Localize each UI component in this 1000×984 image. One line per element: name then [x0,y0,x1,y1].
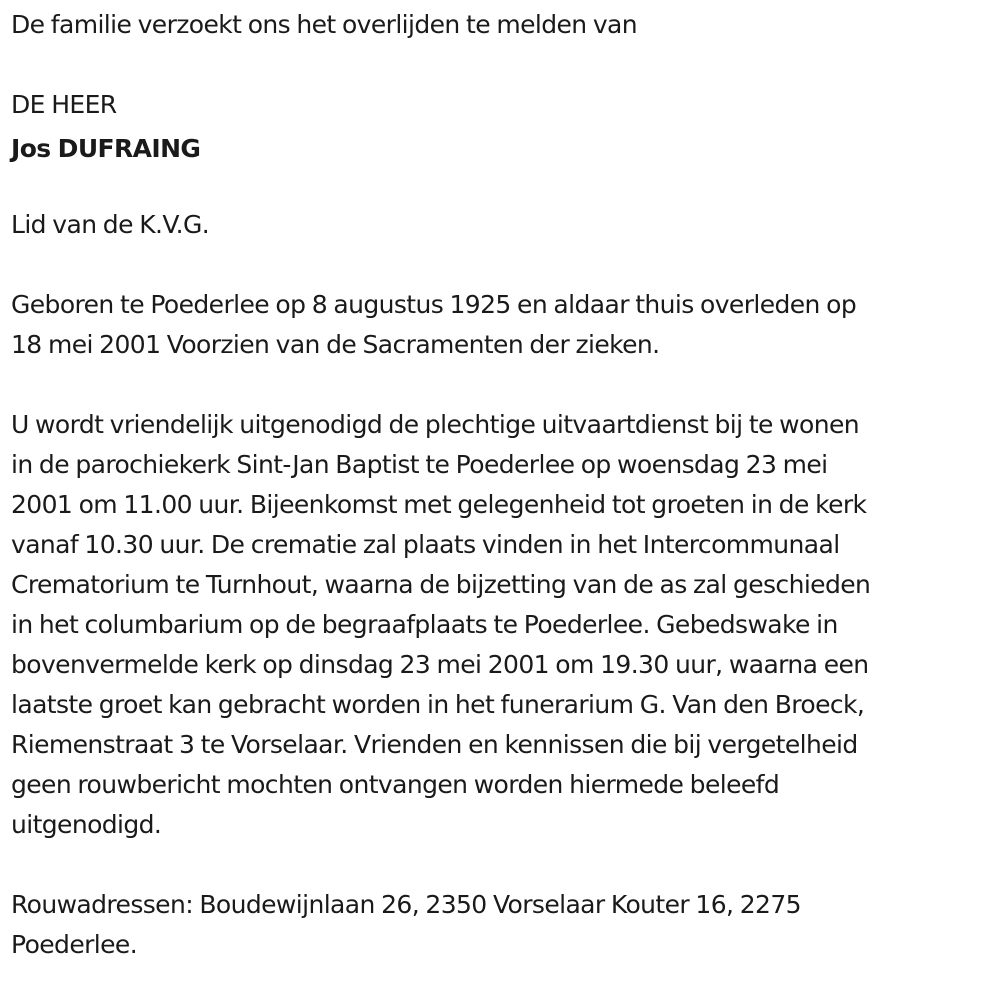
paragraph-line: Riemenstraat 3 te Vorselaar. Vrienden en kennissen die bij vergetelheid [11,730,858,759]
paragraph-line: vanaf 10.30 uur. De crematie zal plaats vinden in het Intercommunaal [11,530,840,559]
paragraph-line: in het columbarium op de begraafplaats te Poederlee. Gebedswake in [11,610,838,639]
spacer [11,173,997,205]
funeral-paragraph [11,405,997,845]
deceased-name [11,125,997,173]
spacer [11,845,997,885]
intro-text: De familie verzoekt ons het overlijden te melden van [11,10,638,39]
paragraph-line: geen rouwbericht mochten ontvangen worden hiermede beleefd [11,770,780,799]
paragraph-line: Poederlee. [11,930,138,959]
paragraph-line: in de parochiekerk Sint-Jan Baptist te Poederlee op woensdag 23 mei [11,450,828,479]
first-name: Jos [11,134,51,163]
title-prefix: DE HEER [11,90,117,119]
spacer [11,45,997,85]
paragraph-line: U wordt vriendelijk uitgenodigd de plechtige uitvaartdienst bij te wonen [11,410,859,439]
paragraph-line: Crematorium te Turnhout, waarna de bijzetting van de as zal geschieden [11,570,871,599]
paragraph-line: bovenvermelde kerk op dinsdag 23 mei 2001 om 19.30 uur, waarna een [11,650,869,679]
paragraph-line: uitgenodigd. [11,810,162,839]
membership-text: Lid van de K.V.G. [11,210,210,239]
death-notice [11,5,997,965]
paragraph-line: Rouwadressen: Boudewijnlaan 26, 2350 Vorselaar Kouter 16, 2275 [11,890,801,919]
paragraph-line: Geboren te Poederlee op 8 augustus 1925 en aldaar thuis overleden op [11,290,857,319]
paragraph-line: laatste groet kan gebracht worden in het funerarium G. Van den Broeck, [11,690,865,719]
paragraph-line: 2001 om 11.00 uur. Bijeenkomst met gelegenheid tot groeten in de kerk [11,490,867,519]
spacer [11,365,997,405]
spacer [11,245,997,285]
addresses-paragraph [11,885,997,965]
paragraph-line: 18 mei 2001 Voorzien van de Sacramenten der zieken. [11,330,660,359]
last-name: DUFRAING [57,134,201,163]
birth-death-paragraph [11,285,997,365]
